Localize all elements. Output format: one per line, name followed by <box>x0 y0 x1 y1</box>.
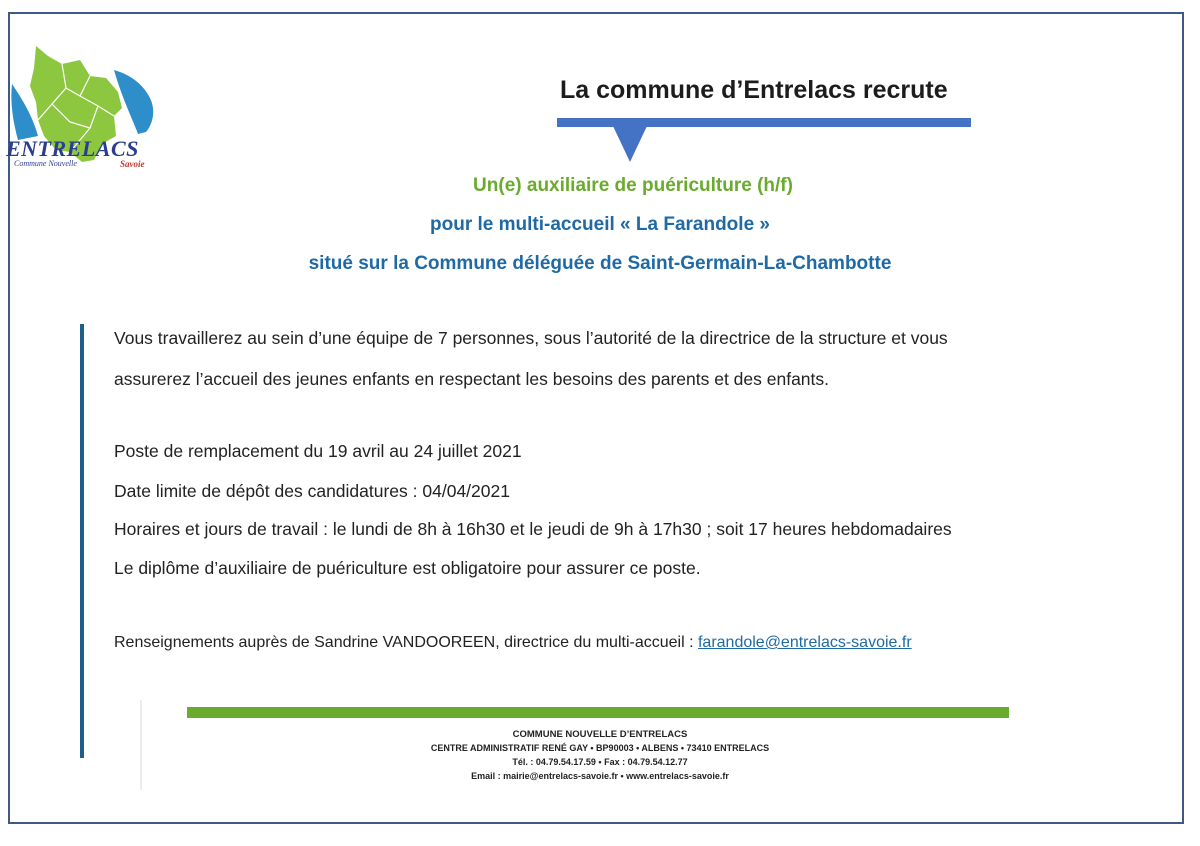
footer-address: CENTRE ADMINISTRATIF RENÉ GAY • BP90003 • ALBENS • 73410 ENTRELACS <box>430 743 770 753</box>
deadline-text: Date limite de dépôt des candidatures : 04/04/2021 <box>114 481 510 501</box>
page-frame <box>8 12 1184 824</box>
job-place: pour le multi-accueil « La Farandole » <box>430 214 770 235</box>
job-location: situé sur la Commune déléguée de Saint-Germain-La-Chambotte <box>308 253 892 274</box>
period-text: Poste de remplacement du 19 avril au 24 juillet 2021 <box>114 441 522 461</box>
logo-subtitle: Commune Nouvelle <box>14 159 77 168</box>
job-title: Un(e) auxiliaire de puériculture (h/f) <box>473 175 793 196</box>
logo-wordmark: ENTRELACS <box>6 136 139 161</box>
footer-edge <box>140 700 142 790</box>
intro-line-1: Vous travaillerez au sein d’une équipe de 7 personnes, sous l’autorité de la directrice de la structure et vous <box>114 328 948 348</box>
footer-green-bar <box>187 707 1009 718</box>
title-pointer-triangle <box>613 126 647 162</box>
diploma-text: Le diplôme d’auxiliaire de puériculture est obligatoire pour assurer ce poste. <box>114 558 701 578</box>
contact-email-link[interactable]: farandole@entrelacs-savoie.fr <box>697 634 912 651</box>
hours-text: Horaires et jours de travail : le lundi de 8h à 16h30 et le jeudi de 9h à 17h30 ; soit 17 heures hebdomadaires <box>114 519 952 539</box>
footer-org: COMMUNE NOUVELLE D’ENTRELACS <box>512 729 688 740</box>
body-left-rule <box>80 324 84 758</box>
intro-line-2: assurerez l’accueil des jeunes enfants en respectant les besoins des parents et des enfants. <box>114 369 830 389</box>
page-title: La commune d’Entrelacs recrute <box>560 76 948 104</box>
contact-text: Renseignements auprès de Sandrine VANDOOREEN, directrice du multi-accueil : <box>114 634 698 651</box>
logo-region: Savoie <box>120 159 145 169</box>
footer-email: Email : mairie@entrelacs-savoie.fr • www.entrelacs-savoie.fr <box>471 771 729 781</box>
footer-phone: Tél. : 04.79.54.17.59 • Fax : 04.79.54.12.77 <box>512 757 688 767</box>
contact-line <box>114 634 912 652</box>
